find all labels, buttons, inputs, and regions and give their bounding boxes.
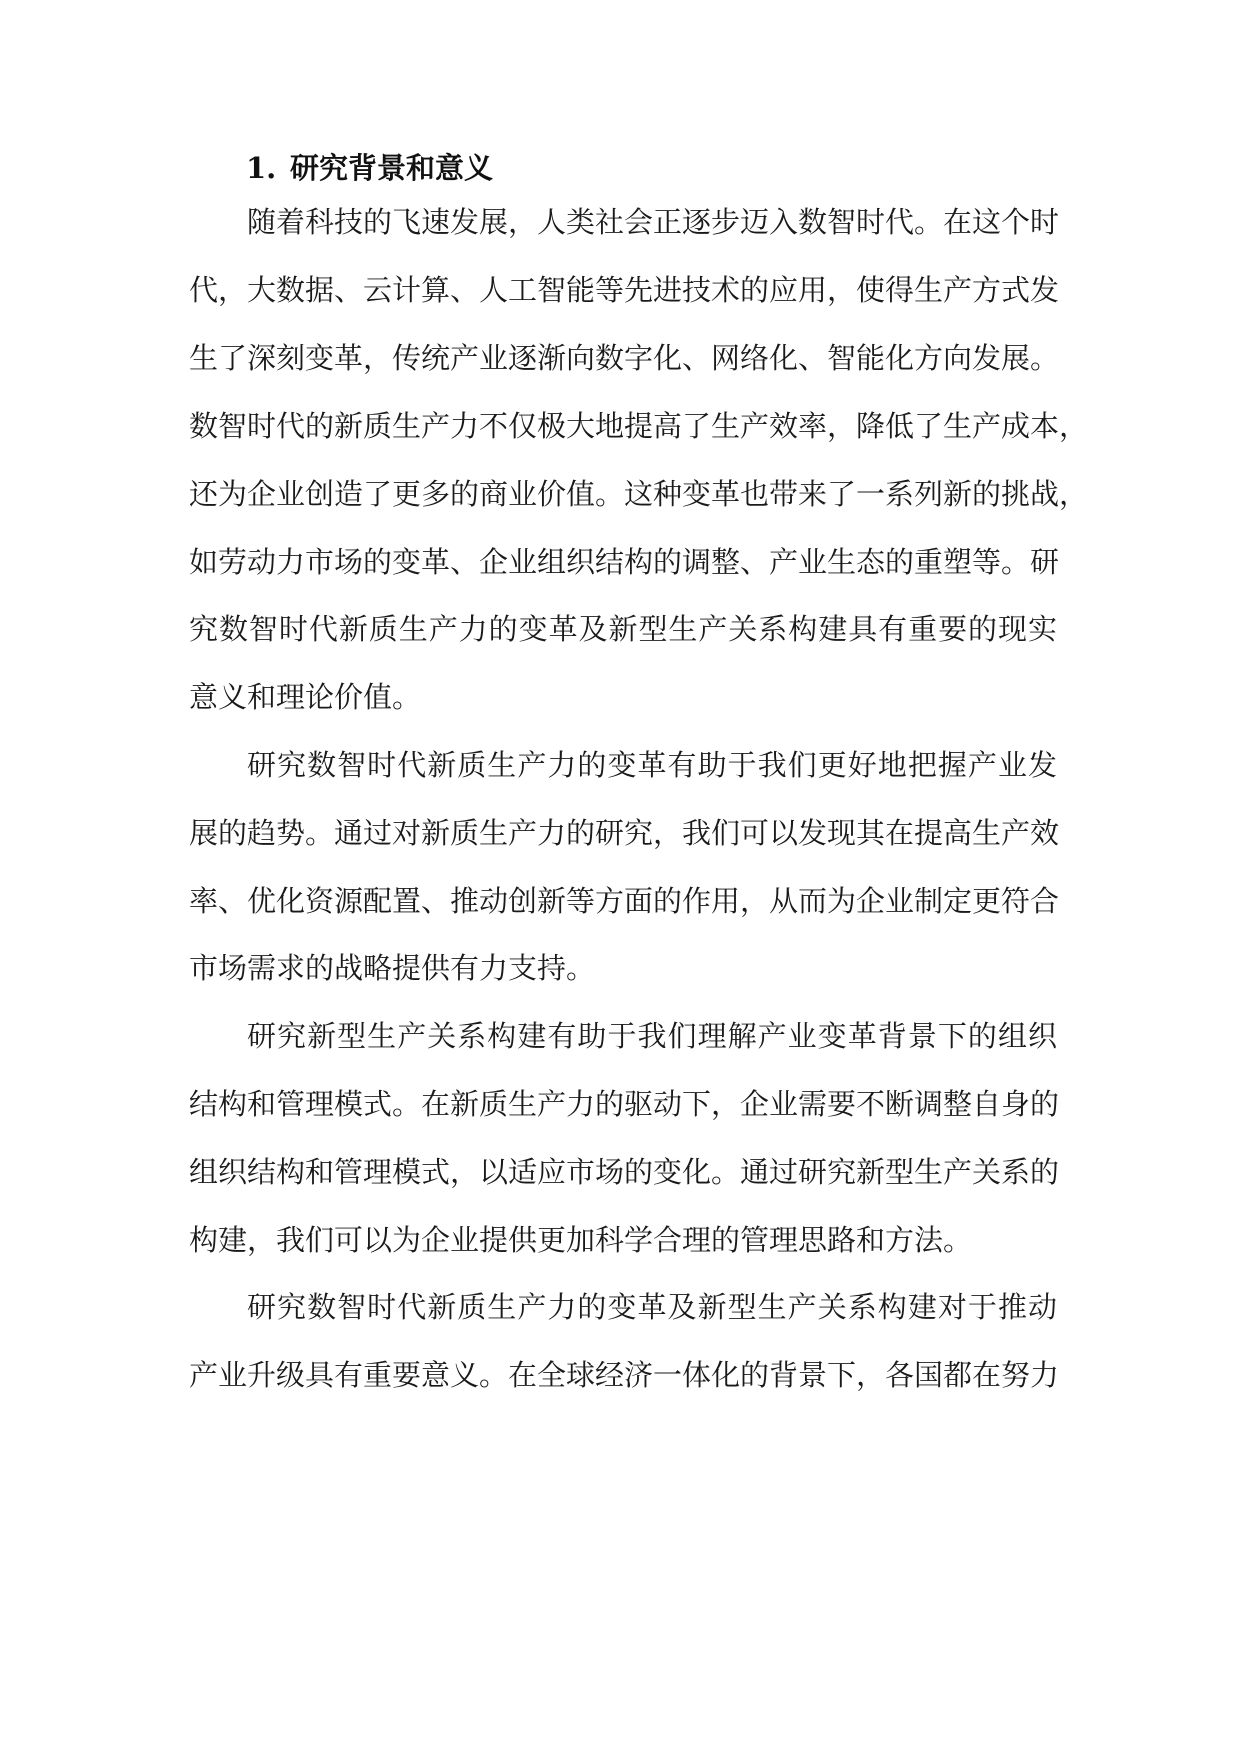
section-number: 1. [246, 151, 277, 185]
paragraph-1-line-2: 代，大数据、云计算、人工智能等先进技术的应用，使得生产方式发 [189, 273, 1060, 307]
paragraph-3-line-4: 构建，我们可以为企业提供更加科学合理的管理思路和方法。 [189, 1223, 973, 1257]
paragraph-2-line-3: 率、优化资源配置、推动创新等方面的作用，从而为企业制定更符合 [189, 884, 1060, 918]
paragraph-1-line-8: 意义和理论价值。 [189, 680, 422, 714]
paragraph-3-line-3: 组织结构和管理模式，以适应市场的变化。通过研究新型生产关系的 [189, 1155, 1060, 1189]
paragraph-1-line-7: 究数智时代新质生产力的变革及新型生产关系构建具有重要的现实 [189, 612, 1057, 646]
paragraph-2-line-2: 展的趋势。通过对新质生产力的研究，我们可以发现其在提高生产效 [189, 816, 1060, 850]
paragraph-2-line-1: 研究数智时代新质生产力的变革有助于我们更好地把握产业发 [247, 748, 1057, 782]
paragraph-2-line-4: 市场需求的战略提供有力支持。 [189, 951, 596, 985]
paragraph-4-line-1: 研究数智时代新质生产力的变革及新型生产关系构建对于推动 [247, 1290, 1057, 1324]
paragraph-1-line-5: 还为企业创造了更多的商业价值。这种变革也带来了一系列新的挑战， [189, 477, 1089, 511]
section-heading [246, 148, 493, 188]
paragraph-1-line-6: 如劳动力市场的变革、企业组织结构的调整、产业生态的重塑等。研 [189, 545, 1060, 579]
paragraph-1-line-1: 随着科技的飞速发展，人类社会正逐步迈入数智时代。在这个时 [247, 205, 1060, 239]
section-title: 研究背景和意义 [290, 151, 494, 185]
paragraph-1-line-3: 生了深刻变革，传统产业逐渐向数字化、网络化、智能化方向发展。 [189, 341, 1060, 375]
paragraph-1-line-4: 数智时代的新质生产力不仅极大地提高了生产效率，降低了生产成本， [189, 409, 1089, 443]
paragraph-4-line-2: 产业升级具有重要意义。在全球经济一体化的背景下，各国都在努力 [189, 1358, 1060, 1392]
paragraph-3-line-1: 研究新型生产关系构建有助于我们理解产业变革背景下的组织 [247, 1019, 1057, 1053]
paragraph-3-line-2: 结构和管理模式。在新质生产力的驱动下，企业需要不断调整自身的 [189, 1087, 1060, 1121]
